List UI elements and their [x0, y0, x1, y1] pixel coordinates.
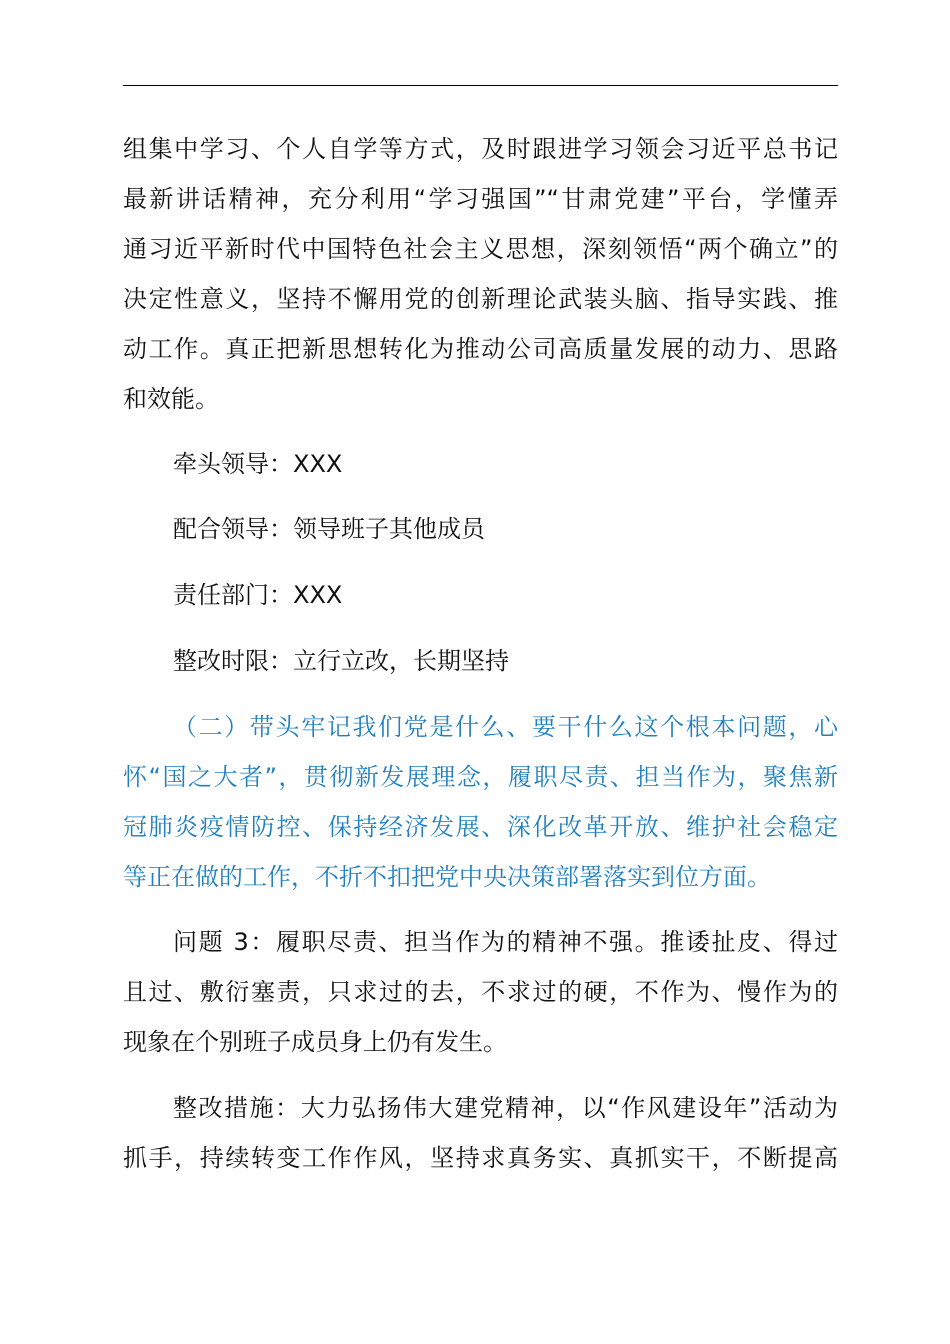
text-line: 最新讲话精神，充分利用“学习强国”“甘肃党建”平台，学懂弄 [123, 185, 838, 213]
field-deadline: 整改时限：立行立改，长期坚持 [173, 647, 509, 675]
field-assist-leader: 配合领导：领导班子其他成员 [173, 515, 485, 543]
text-line: 整改措施：大力弘扬伟大建党精神，以“作风建设年”活动为 [173, 1094, 838, 1122]
field-responsible-dept: 责任部门：XXX [173, 581, 343, 609]
field-lead-leader: 牵头领导：XXX [173, 450, 343, 478]
text-line: 和效能。 [123, 385, 219, 413]
paragraph-problem-3 [123, 917, 838, 1067]
header-rule [123, 85, 838, 86]
paragraph-study [123, 124, 838, 424]
text-line: （二）带头牢记我们党是什么、要干什么这个根本问题，心 [173, 713, 838, 741]
section-heading-2 [123, 702, 838, 902]
text-line: 等正在做的工作，不折不扣把党中央决策部署落实到位方面。 [123, 863, 771, 891]
text-line: 抓手，持续转变工作作风，坚持求真务实、真抓实干，不断提高 [123, 1144, 838, 1172]
text-line: 且过、敷衍塞责，只求过的去，不求过的硬，不作为、慢作为的 [123, 978, 838, 1006]
text-line: 冠肺炎疫情防控、保持经济发展、深化改革开放、维护社会稳定 [123, 813, 838, 841]
text-line: 问题 3：履职尽责、担当作为的精神不强。推诿扯皮、得过 [173, 928, 838, 956]
text-line: 现象在个别班子成员身上仍有发生。 [123, 1028, 507, 1056]
text-line: 组集中学习、个人自学等方式，及时跟进学习领会习近平总书记 [123, 135, 838, 163]
text-line: 动工作。真正把新思想转化为推动公司高质量发展的动力、思路 [123, 335, 838, 363]
text-line: 通习近平新时代中国特色社会主义思想，深刻领悟“两个确立”的 [123, 235, 838, 263]
text-line: 决定性意义，坚持不懈用党的创新理论武装头脑、指导实践、推 [123, 285, 838, 313]
text-line: 怀“国之大者”，贯彻新发展理念，履职尽责、担当作为，聚焦新 [123, 763, 838, 791]
paragraph-measures [123, 1083, 838, 1183]
